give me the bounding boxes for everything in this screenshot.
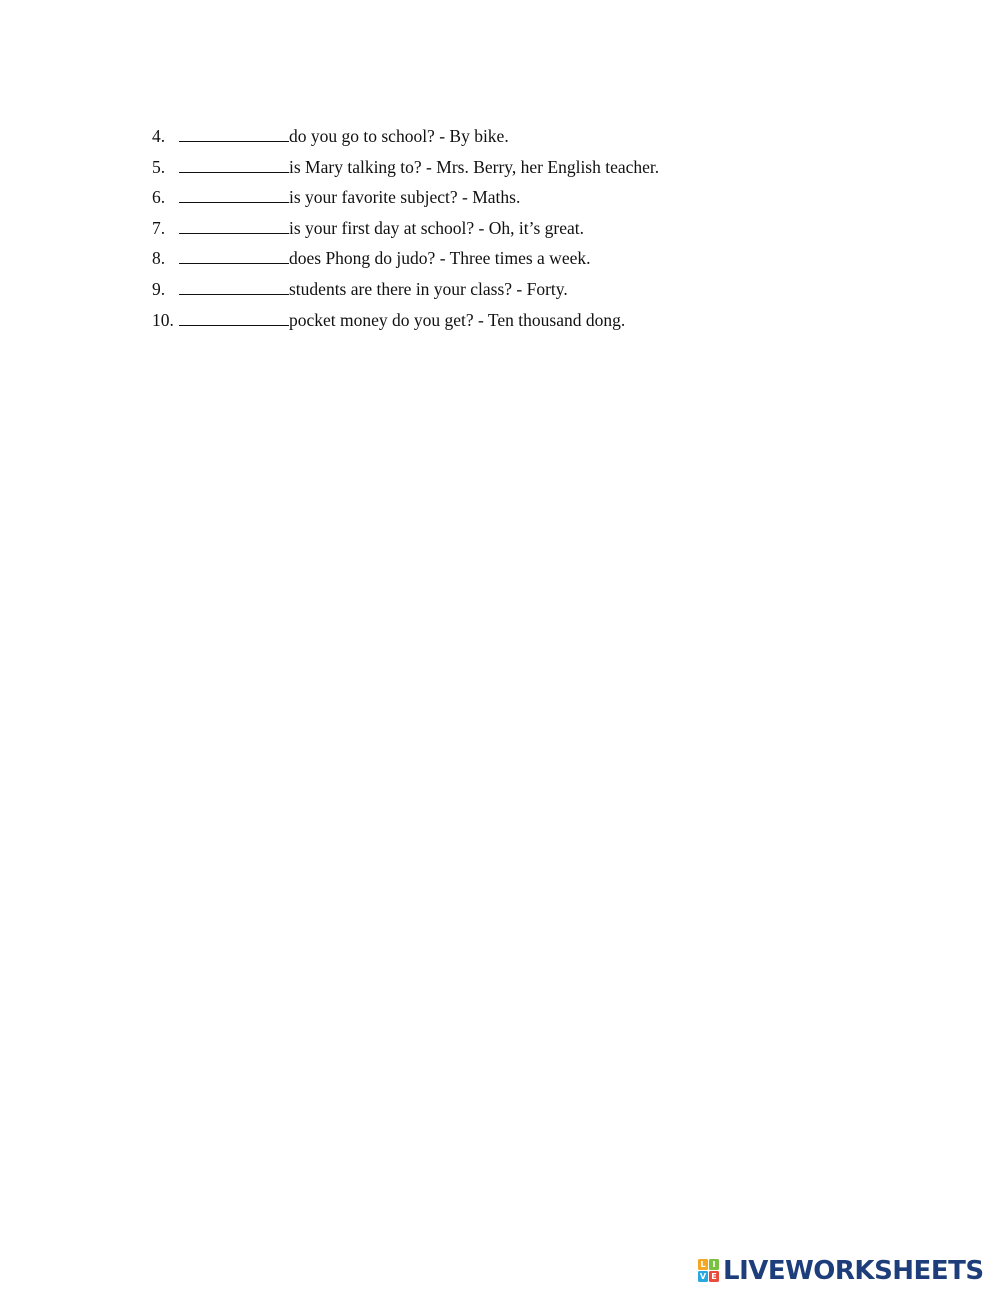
- answer-blank[interactable]: [179, 187, 289, 203]
- question-text: do you go to school? - By bike.: [289, 126, 509, 146]
- logo-tile: E: [709, 1271, 719, 1282]
- question-item: [152, 308, 659, 339]
- question-list: [152, 124, 659, 338]
- answer-blank[interactable]: [179, 248, 289, 264]
- answer-blank[interactable]: [179, 279, 289, 295]
- question-text: pocket money do you get? - Ten thousand dong.: [289, 309, 626, 330]
- question-item: [152, 216, 659, 247]
- liveworksheets-logo: [698, 1256, 984, 1286]
- answer-blank[interactable]: [179, 126, 289, 142]
- logo-text: LIVEWORKSHEETS: [723, 1256, 984, 1286]
- logo-tile: I: [709, 1259, 719, 1270]
- question-text: is your favorite subject? - Maths.: [289, 187, 521, 208]
- question-number: 10.: [152, 309, 174, 330]
- question-number: 9.: [152, 278, 166, 299]
- question-text: students are there in your class? - Forty.: [289, 278, 568, 299]
- answer-blank[interactable]: [179, 310, 289, 326]
- question-number: 6.: [152, 187, 166, 208]
- logo-tile: L: [698, 1259, 708, 1270]
- question-number: 4.: [152, 126, 166, 146]
- question-number: 5.: [152, 156, 166, 177]
- answer-blank[interactable]: [179, 218, 289, 234]
- question-item: [152, 185, 659, 216]
- logo-tile: V: [699, 1272, 707, 1281]
- question-item: [152, 155, 659, 186]
- question-number: 7.: [152, 217, 166, 238]
- question-item: [152, 277, 659, 308]
- question-item: [152, 124, 659, 155]
- logo-mark-icon: [698, 1259, 720, 1283]
- answer-blank[interactable]: [179, 157, 289, 173]
- question-text: is Mary talking to? - Mrs. Berry, her English teacher.: [289, 156, 660, 177]
- question-number: 8.: [152, 248, 166, 269]
- question-text: is your first day at school? - Oh, it’s great.: [289, 217, 585, 238]
- question-text: does Phong do judo? - Three times a week.: [289, 248, 591, 269]
- question-item: [152, 246, 659, 277]
